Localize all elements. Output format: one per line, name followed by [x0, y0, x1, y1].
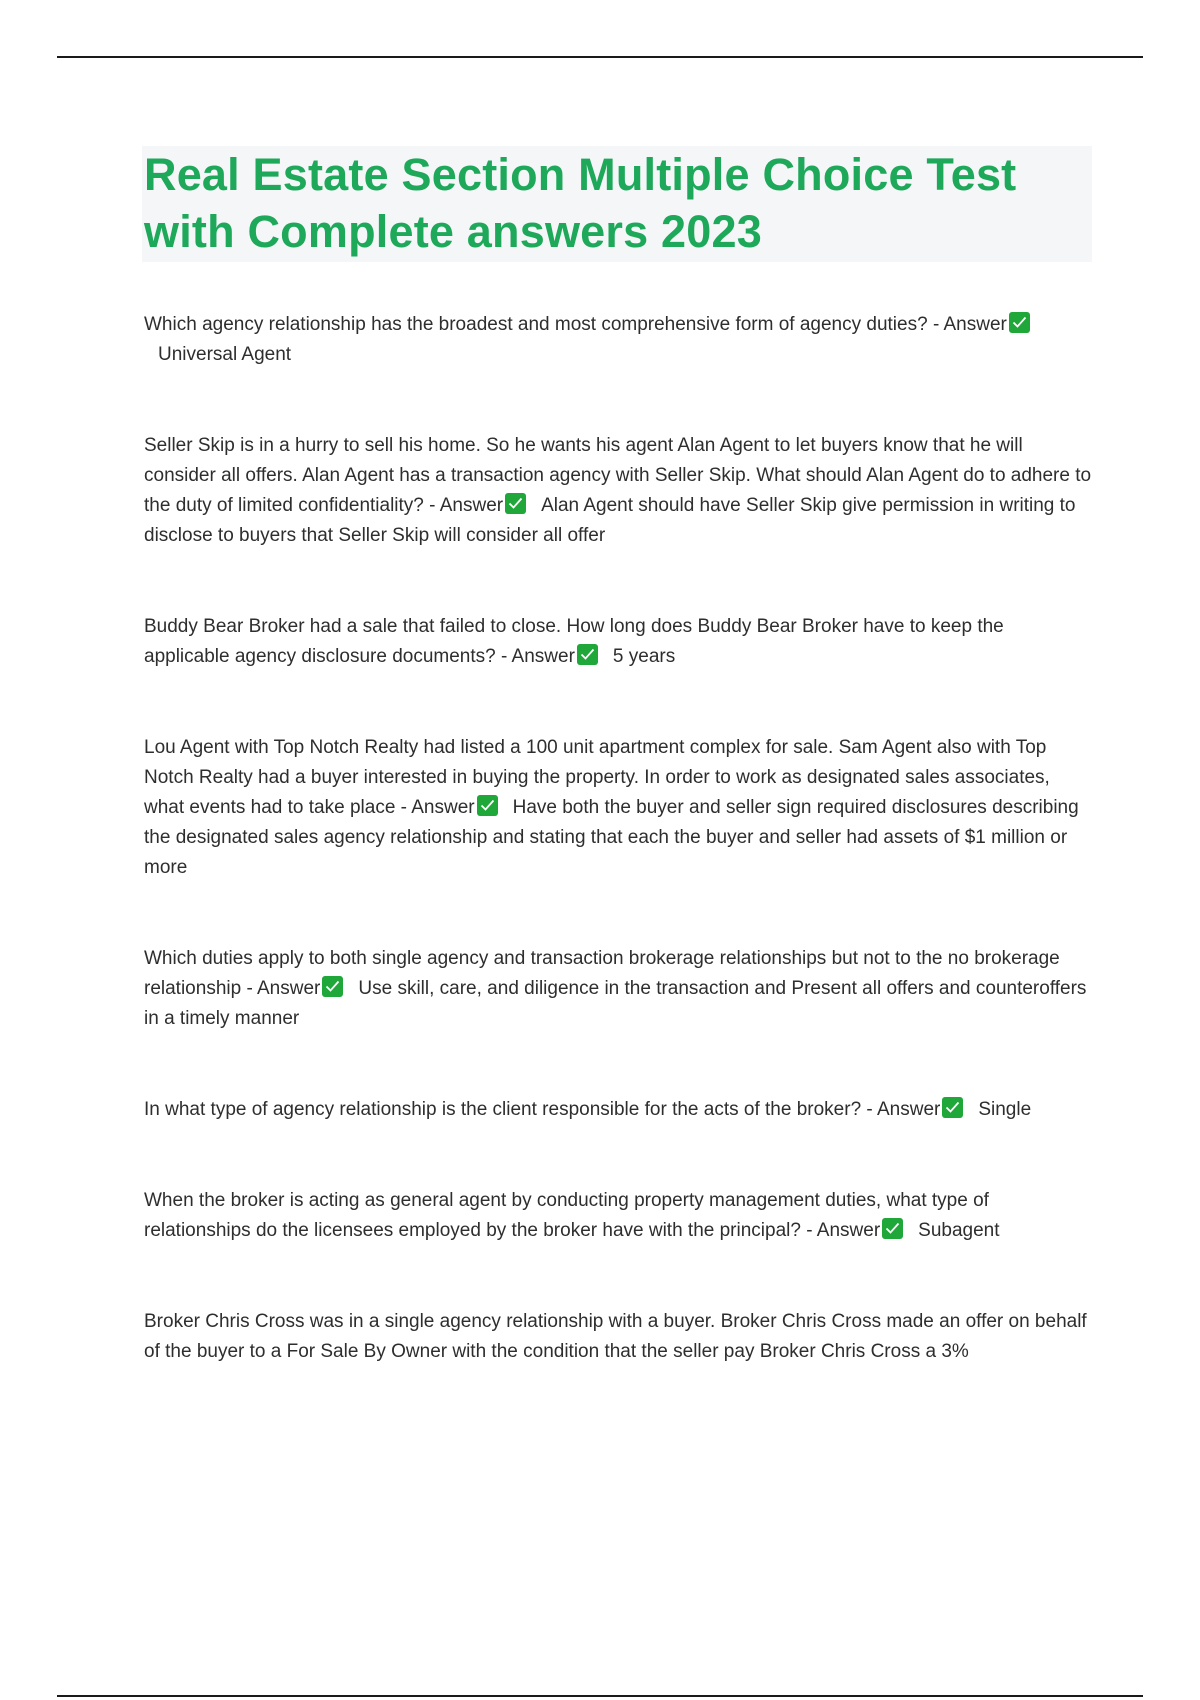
- answer-label: - Answer: [429, 495, 504, 516]
- question-text: Lou Agent with Top Notch Realty had listed a 100 unit apartment complex for sale. Sam Agent also with Top Notch Realty had a buyer interested in buying the property. In order to work as designated sales associates, what events had to take place: [144, 737, 1050, 818]
- answer-label: - Answer: [400, 797, 475, 818]
- answer-label: - Answer: [246, 978, 321, 999]
- page-title: Real Estate Section Multiple Choice Test with Complete answers 2023: [144, 149, 1017, 257]
- answer-text: Universal Agent: [158, 344, 292, 365]
- answer-label: - Answer: [501, 646, 575, 667]
- question-text: Seller Skip is in a hurry to sell his home. So he wants his agent Alan Agent to let buyers know that he will consider all offers. Alan Agent has a transaction agency with Seller Skip. What should Alan Agent do to adhere to the duty of limited confidentiality?: [144, 435, 1092, 516]
- qa-item: [144, 1307, 1092, 1367]
- checkmark-icon: [322, 976, 343, 997]
- answer-label: - Answer: [932, 314, 1007, 335]
- question-text: When the broker is acting as general agent by conducting property management duties, what type of relationships do the licensees employed by the broker have with the principal?: [144, 1190, 989, 1241]
- qa-item: [144, 1186, 1092, 1246]
- answer-label: - Answer: [866, 1099, 941, 1120]
- answer-label: - Answer: [806, 1220, 881, 1241]
- answer-text: Have both the buyer and seller sign required disclosures describing the designated sales agency relationship and stating that each the buyer and seller had assets of $1 million or more: [144, 797, 1079, 878]
- checkmark-icon: [1009, 312, 1030, 333]
- checkmark-icon: [882, 1218, 903, 1239]
- answer-text: Use skill, care, and diligence in the transaction and Present all offers and counteroffers in a timely manner: [144, 978, 1087, 1029]
- question-text: In what type of agency relationship is the client responsible for the acts of the broker?: [144, 1099, 862, 1120]
- title-block: [142, 146, 1092, 262]
- question-text: Buddy Bear Broker had a sale that failed to close. How long does Buddy Bear Broker have to keep the applicable agency disclosure documents?: [144, 616, 1004, 667]
- bottom-rule: [57, 1695, 1143, 1697]
- checkmark-icon: [942, 1097, 963, 1118]
- answer-text: 5 years: [612, 646, 676, 667]
- checkmark-icon: [577, 644, 598, 665]
- qa-item: [144, 733, 1092, 883]
- document-body: [144, 146, 1092, 1367]
- checkmark-icon: [505, 493, 526, 514]
- answer-text: Single: [978, 1099, 1032, 1120]
- question-text: Broker Chris Cross was in a single agency relationship with a buyer. Broker Chris Cross made an offer on behalf of the buyer to a For Sale By Owner with the condition that the seller pay Broker Chris Cross a 3%: [144, 1311, 1087, 1362]
- qa-item: [144, 1095, 1092, 1125]
- question-text: Which duties apply to both single agency and transaction brokerage relationships but not to the no brokerage relationship: [144, 948, 1060, 999]
- qa-item: [144, 431, 1092, 551]
- qa-item: [144, 310, 1092, 370]
- question-text: Which agency relationship has the broadest and most comprehensive form of agency duties?: [144, 314, 928, 335]
- qa-item: [144, 944, 1092, 1034]
- answer-text: Subagent: [918, 1220, 1000, 1241]
- qa-item: [144, 612, 1092, 672]
- answer-text: Alan Agent should have Seller Skip give permission in writing to disclose to buyers that Seller Skip will consider all offer: [144, 495, 1076, 546]
- checkmark-icon: [477, 795, 498, 816]
- top-rule: [57, 56, 1143, 58]
